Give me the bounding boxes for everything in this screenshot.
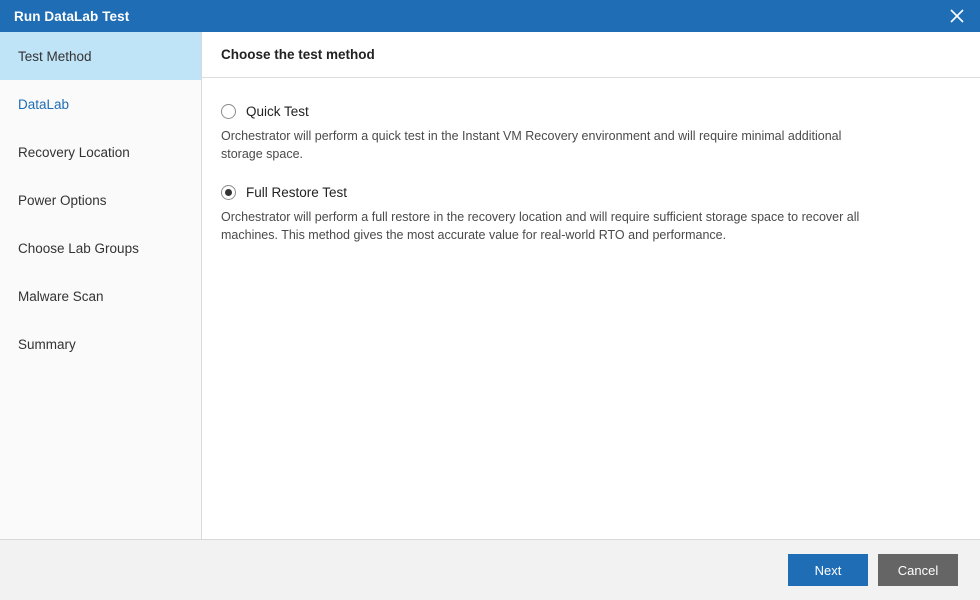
sidebar-item-malware-scan[interactable]	[0, 272, 201, 320]
cancel-button[interactable]: Cancel	[878, 554, 958, 586]
option-full-restore-test	[221, 185, 954, 244]
option-full-restore-test-label: Full Restore Test	[246, 185, 348, 201]
next-button[interactable]: Next	[788, 554, 868, 586]
dialog-body	[0, 32, 980, 540]
page-title: Choose the test method	[202, 32, 980, 78]
sidebar-item-label: Recovery Location	[18, 144, 130, 160]
option-quick-test-description: Orchestrator will perform a quick test in the Instant VM Recovery environment and will require minimal additional storage space.	[221, 129, 842, 162]
close-icon[interactable]	[934, 0, 980, 32]
sidebar-item-label: Summary	[18, 336, 76, 352]
sidebar-item-summary[interactable]	[0, 320, 201, 368]
wizard-sidebar	[0, 32, 202, 539]
radio-full-restore-test[interactable]	[221, 185, 236, 200]
title-bar	[0, 0, 980, 32]
option-full-restore-test-row[interactable]	[221, 185, 954, 200]
test-method-options	[202, 78, 980, 539]
option-full-restore-test-description: Orchestrator will perform a full restore in the recovery location and will require sufficient storage space to recover all machines. This method gives the most accurate value for real-world RTO and performance.	[221, 210, 860, 243]
sidebar-item-label: Choose Lab Groups	[18, 240, 139, 256]
sidebar-item-label: DataLab	[18, 96, 70, 112]
option-quick-test	[221, 104, 954, 163]
sidebar-item-datalab[interactable]	[0, 80, 201, 128]
window-title: Run DataLab Test	[14, 8, 130, 24]
sidebar-item-label: Malware Scan	[18, 288, 104, 304]
sidebar-item-label: Test Method	[18, 48, 92, 64]
radio-quick-test[interactable]	[221, 104, 236, 119]
sidebar-item-test-method[interactable]	[0, 32, 201, 80]
dialog-footer	[0, 540, 980, 600]
sidebar-item-choose-lab-groups[interactable]	[0, 224, 201, 272]
option-quick-test-row[interactable]	[221, 104, 954, 119]
option-quick-test-label: Quick Test	[246, 104, 309, 119]
sidebar-item-power-options[interactable]	[0, 176, 201, 224]
sidebar-item-label: Power Options	[18, 192, 107, 208]
sidebar-item-recovery-location[interactable]	[0, 128, 201, 176]
wizard-content	[202, 32, 980, 539]
